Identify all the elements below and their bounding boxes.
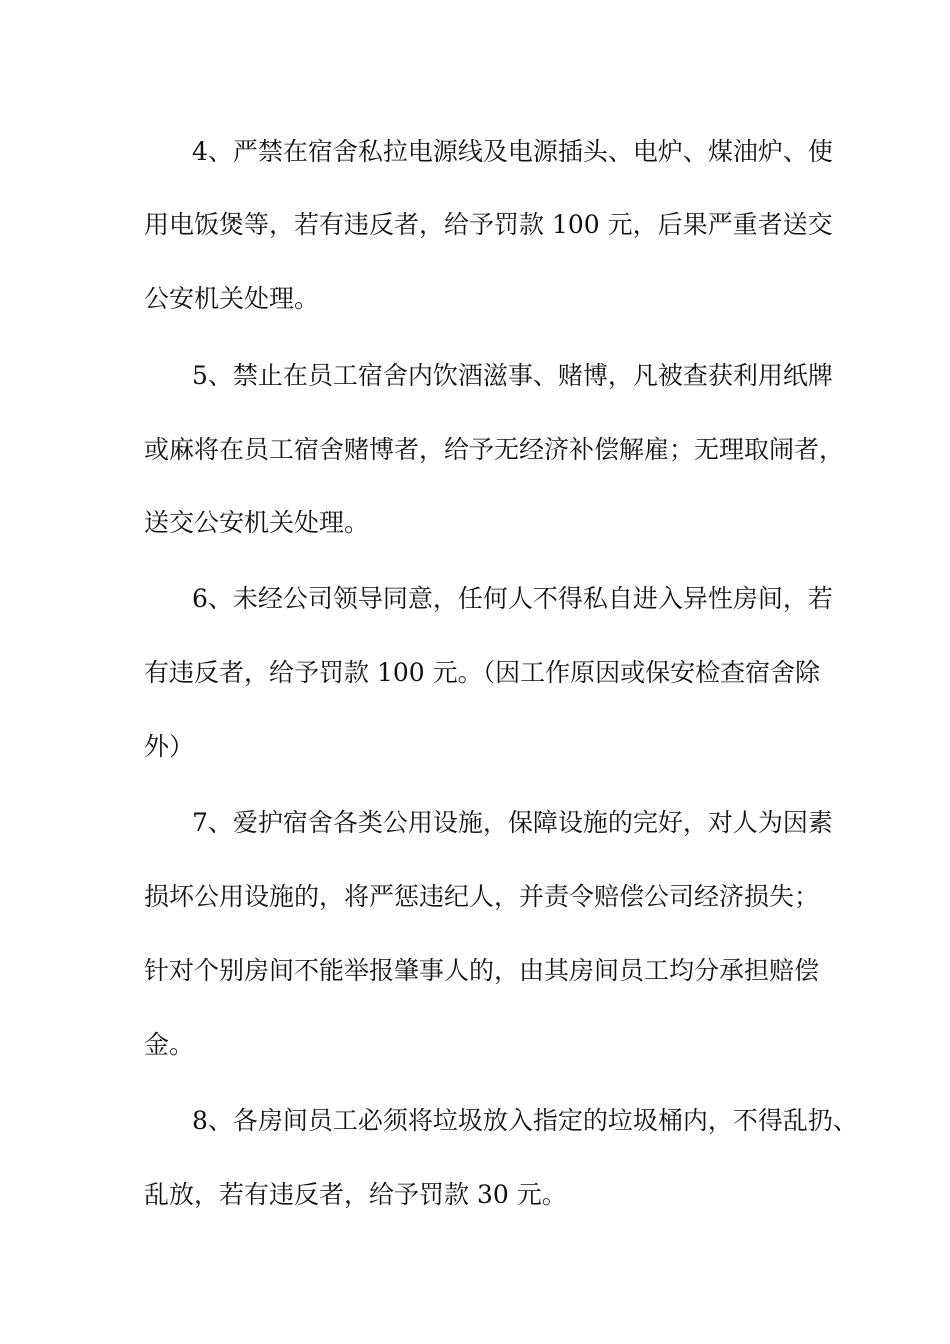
rule-7-line-4: 金。 [144, 1030, 195, 1059]
rule-8-line-2: 乱放，若有违反者，给予罚款 30 元。 [144, 1180, 567, 1209]
rule-4-line-3: 公安机关处理。 [144, 284, 320, 313]
rule-6-line-2: 有违反者，给予罚款 100 元。（因工作原因或保安检查宿舍除 [144, 658, 821, 687]
rule-4-line-1: 4、严禁在宿舍私拉电源线及电源插头、电炉、煤油炉、使 [192, 137, 833, 166]
rule-8-line-1: 8、各房间员工必须将垃圾放入指定的垃圾桶内，不得乱扔、 [192, 1106, 858, 1135]
rule-5-line-2: 或麻将在员工宿舍赌博者，给予无经济补偿解雇；无理取闹者， [144, 435, 845, 464]
rule-7-line-2: 损坏公用设施的，将严惩违纪人，并责令赔偿公司经济损失； [144, 882, 820, 911]
rule-7-line-1: 7、爱护宿舍各类公用设施，保障设施的完好，对人为因素 [192, 808, 833, 837]
rule-4-line-2: 用电饭煲等，若有违反者，给予罚款 100 元，后果严重者送交 [144, 210, 833, 239]
rule-6-line-3: 外） [144, 732, 195, 761]
rule-5-line-3: 送交公安机关处理。 [144, 508, 370, 537]
rule-5-line-1: 5、禁止在员工宿舍内饮酒滋事、赌博，凡被查获利用纸牌 [192, 361, 833, 390]
rule-6-line-1: 6、未经公司领导同意，任何人不得私自进入异性房间，若 [192, 584, 833, 613]
rule-7-line-3: 针对个别房间不能举报肇事人的，由其房间员工均分承担赔偿 [144, 956, 820, 985]
